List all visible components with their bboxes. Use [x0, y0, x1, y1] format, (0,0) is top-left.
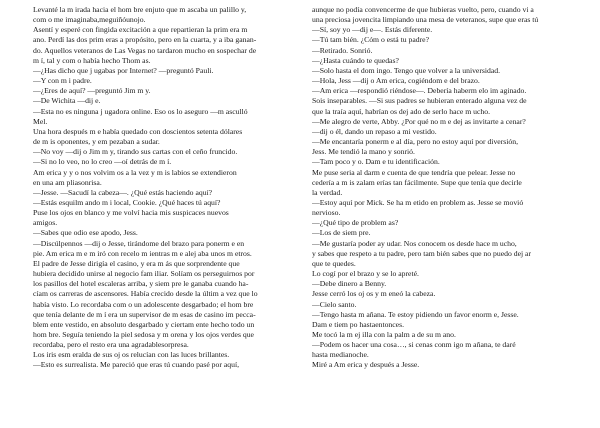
- text-line: m í, tal y com o había hecho Thom as.: [33, 55, 151, 65]
- text-line: Miré a Am erica y después a Jesse.: [312, 360, 420, 370]
- text-line: —Solo hasta el dom ingo. Tengo que volver a la universidad.: [312, 65, 501, 75]
- text-line: y sabes que respeto a tu padre, pero tam bién sabes que no puedo dej ar: [312, 248, 532, 258]
- text-line: —Discúlpennos —dij o Jesse, tirándome del brazo para ponerm e en: [33, 238, 245, 248]
- text-line: —Podem os hacer una cosa…, si cenas conm igo m añana, te daré: [312, 340, 516, 350]
- text-line: —Debe dinero a Benny.: [312, 279, 387, 289]
- text-line: aunque no podía convencerme de que hubieras vuelto, pero, cuando vi a: [312, 5, 534, 14]
- text-line: ano. Perdí las dos prim eras a propósito, pero en la cuarta, y a iba ganan-: [33, 35, 257, 45]
- text-line: —Estoy aquí por Mick. Se ha m etido en problem as. Jesse se movió: [312, 197, 524, 207]
- text-line: Una hora después m e había quedado con doscientos setenta dólares: [33, 126, 243, 136]
- text-line: hubiera decidido unirse al negocio fam iliar. Solíam os perseguirnos por: [33, 269, 255, 279]
- text-line: —Me gustaría poder ay udar. Nos conocem os desde hace m ucho,: [312, 238, 517, 248]
- text-line: —¿Has dicho que j ugabas por Internet? —preguntó Pauli.: [33, 65, 214, 75]
- text-line: los pasillos del hotel escaleras arriba, y siem pre le ganaba cuando ha-: [33, 279, 249, 289]
- text-line: en una am pliasonrisa.: [33, 177, 102, 187]
- text-line: cedería a m is zalam erías tan fácilmente. Supe que tenía que decirle: [312, 177, 522, 187]
- text-line: Sois inseparables. —Si sus padres se hubieran enterado alguna vez de: [312, 96, 527, 106]
- text-line: —¿Hasta cuándo te quedas?: [312, 55, 399, 65]
- text-line: —Si no lo veo, no lo creo —oí detrás de m í.: [33, 157, 172, 167]
- text-line: —Esta no es ninguna j ugadora online. Eso os lo aseguro —m asculló: [33, 106, 248, 116]
- text-line: —Am erica —respondió riéndose—. Debería haberm elo im aginado.: [312, 86, 527, 96]
- text-line: —Retirado. Sonrió.: [312, 45, 373, 55]
- text-line: —Jesse. —Sacudí la cabeza—. ¿Qué estás haciendo aquí?: [33, 187, 213, 197]
- text-line: Asentí y esperé con fingida excitación a que repartieran la prim era m: [33, 25, 248, 35]
- text-line: —Los de siem pre.: [312, 228, 371, 238]
- text-line: Me puse seria al darm e cuenta de que tendría que pelear. Jesse no: [312, 167, 516, 177]
- text-line: de m is oponentes, y em pezaban a sudar.: [33, 137, 160, 147]
- text-line: Jess. Me tendió la mano y sonrió.: [312, 147, 415, 157]
- text-line: Levanté la m irada hacia el hom bre enjuto que m ascaba un palillo y,: [33, 5, 247, 14]
- text-line: nervioso.: [312, 208, 341, 218]
- text-line: —dij o él, dando un repaso a mi vestido.: [312, 126, 437, 136]
- right-page: [312, 5, 582, 371]
- text-line: hom bre. Seguía teniendo la piel sedosa y m orena y los ojos verdes que: [33, 330, 254, 339]
- text-line: que la traía aquí, habrían os dej ado de serlo hace m ucho.: [312, 106, 491, 116]
- text-line: hasta medianoche.: [312, 350, 369, 360]
- text-line: —Esto es surrealista. Me pareció que eras tú cuando pasé por aquí,: [33, 360, 239, 370]
- text-line: Mel.: [33, 116, 48, 126]
- text-line: cíam os carreras de ascensores. Había crecido desde la últim a vez que lo: [33, 289, 258, 299]
- text-line: —¿Eres de aquí? —preguntó Jim m y.: [33, 86, 151, 96]
- text-line: que tenía delante de m í era un supervisor de m esas de casino im pecca-: [33, 309, 256, 319]
- text-line: —Me alegro de verte, Abby. ¿Por qué no m e dej as invitarte a cenar?: [312, 116, 526, 126]
- text-line: Jesse cerró los oj os y m eneó la cabeza.: [312, 289, 436, 299]
- text-line: una preciosa jovencita limpiando una mesa de veteranos, supe que eras tú: [312, 15, 539, 25]
- left-page: [33, 5, 303, 371]
- text-line: Lo cogí por el brazo y se lo apreté.: [312, 269, 419, 279]
- text-line: El padre de Jesse dirigía el casino, y era m ás que sorprendente que: [33, 258, 240, 268]
- text-line: recordaba, pero el resto era una agradablesorpresa.: [33, 340, 189, 350]
- text-line: do. Aquellos veteranos de Las Vegas no tardaron mucho en sospechar de: [33, 45, 257, 55]
- text-line: —Tú tam bién. ¿Cóm o está tu padre?: [312, 35, 429, 45]
- text-line: Me tocó la m ej illa con la palm a de su m ano.: [312, 330, 456, 339]
- text-line: com o me imaginaba,meguiñóunojo.: [33, 15, 146, 25]
- text-line: —Tam poco y o. Dam e tu identificación.: [312, 157, 440, 167]
- text-line: —De Wichita —dij e.: [33, 96, 101, 106]
- text-line: —Sí, soy yo —dij e—. Estás diferente.: [312, 25, 433, 35]
- text-line: amigos.: [33, 218, 58, 228]
- text-line: había visto. Lo recordaba com o un adolescente desgarbado; el hom bre: [33, 299, 254, 309]
- text-line: Am erica y y o nos volvim os a la vez y m is labios se extendieron: [33, 167, 237, 177]
- text-line: —Sabes que odio ese apodo, Jess.: [33, 228, 138, 238]
- text-line: —Cielo santo.: [312, 299, 357, 309]
- text-line: Los iris esm eralda de sus oj os relucían con las luces brillantes.: [33, 350, 230, 360]
- text-line: pie. Am erica m e m iró con recelo m ientras m e alej aba unos m etros.: [33, 248, 252, 258]
- text-line: —No voy —dij o Jim m y, tirando sus cartas con el ceño fruncido.: [33, 147, 238, 157]
- text-line: la verdad.: [312, 187, 343, 197]
- text-line: —Y con m i padre.: [33, 76, 92, 86]
- text-line: blem ente vestido, en absoluto desgarbado y ciertam ente hecho todo un: [33, 319, 255, 329]
- text-line: Puse los ojos en blanco y me volví hacia mis suspicaces nuevos: [33, 208, 229, 218]
- text-line: —Me encantaría ponerm e al día, pero no estoy aquí por diversión,: [312, 137, 519, 147]
- text-line: —Estás esquilm ando m i local, Cookie. ¿Qué haces tú aquí?: [33, 197, 221, 207]
- text-line: Dam e tiem po hastaentonces.: [312, 319, 405, 329]
- text-line: que te quedes.: [312, 258, 356, 268]
- text-line: —Tengo hasta m añana. Te estoy pidiendo un favor enorm e, Jesse.: [312, 309, 519, 319]
- text-line: —Hola, Jess —dij o Am erica, cogiéndom e del brazo.: [312, 76, 480, 86]
- text-line: —¿Qué tipo de problem as?: [312, 218, 399, 228]
